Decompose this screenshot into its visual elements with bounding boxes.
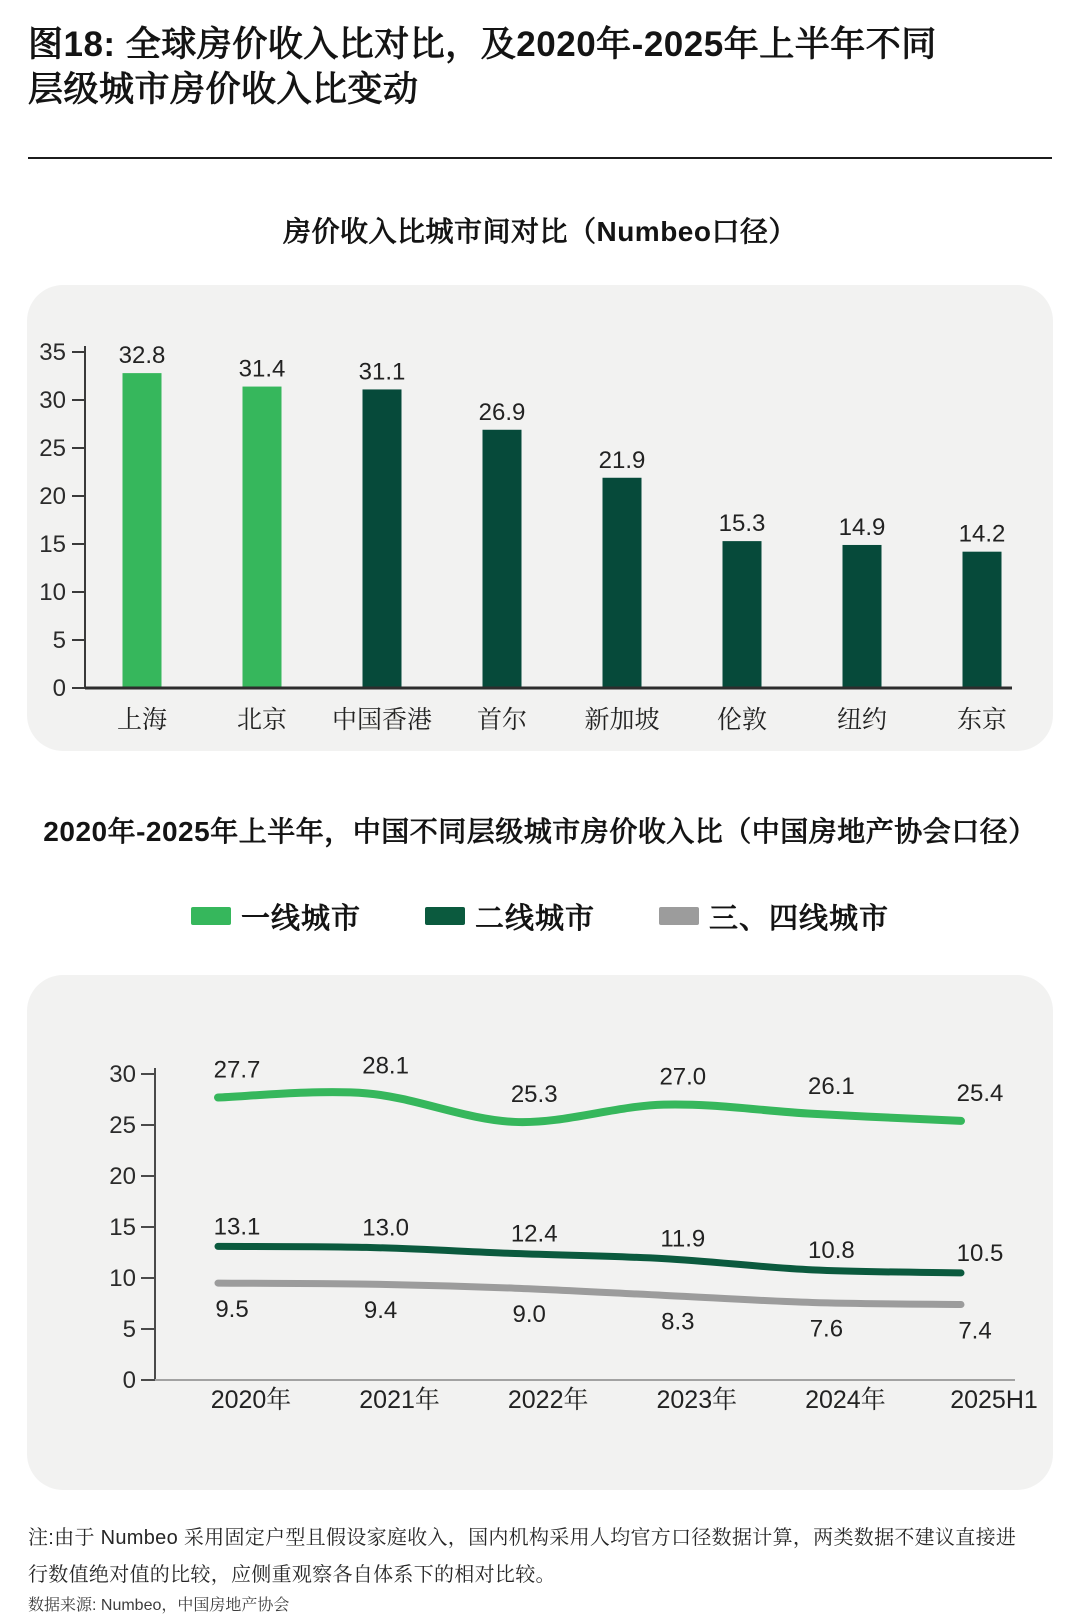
- point-value-label: 11.9: [660, 1225, 706, 1253]
- y-axis-tick-label: 25: [109, 1112, 136, 1139]
- legend-item-二线城市: [425, 896, 595, 937]
- bar-value-label: 15.3: [718, 510, 766, 538]
- bar-chart: [27, 285, 1053, 751]
- y-axis-tick-label: 15: [109, 1214, 136, 1241]
- point-value-label: 13.0: [362, 1214, 409, 1242]
- x-axis-category-label: 上海: [116, 706, 168, 734]
- point-value-label: 26.1: [808, 1072, 855, 1100]
- point-value-label: 27.7: [213, 1056, 261, 1084]
- line-chart: [27, 975, 1053, 1490]
- point-value-label: 9.5: [215, 1296, 249, 1324]
- line-chart-panel: [27, 975, 1053, 1490]
- figure-title: [28, 22, 1038, 112]
- bar-纽约: [843, 545, 882, 688]
- y-axis-tick-label: 5: [122, 1316, 136, 1343]
- x-axis-category-label: 东京: [956, 706, 1008, 734]
- point-value-label: 28.1: [362, 1052, 409, 1080]
- x-axis-category-label: 2025H1: [950, 1386, 1038, 1414]
- point-value-label: 25.3: [510, 1080, 558, 1108]
- series-line-三、四线城市: [218, 1283, 961, 1304]
- x-axis-category-label: 纽约: [836, 706, 888, 734]
- bar-首尔: [483, 430, 522, 688]
- x-axis-category-label: 伦敦: [716, 706, 768, 734]
- bar-伦敦: [723, 541, 762, 688]
- bar-上海: [123, 373, 162, 688]
- bar-value-label: 26.9: [478, 398, 526, 426]
- legend-item-一线城市: [191, 896, 361, 937]
- bar-chart-panel: [27, 285, 1053, 751]
- y-axis-tick-label: 25: [39, 435, 66, 462]
- bar-中国香港: [363, 389, 402, 688]
- point-value-label: 27.0: [659, 1063, 707, 1091]
- point-value-label: 12.4: [510, 1220, 558, 1248]
- bar-value-label: 31.4: [238, 355, 286, 383]
- bar-value-label: 14.2: [958, 520, 1006, 548]
- y-axis-tick-label: 0: [122, 1367, 136, 1394]
- point-value-label: 10.5: [956, 1239, 1004, 1267]
- y-axis-tick-label: 10: [109, 1265, 136, 1292]
- legend-swatch-icon: [659, 907, 699, 925]
- y-axis-tick-label: 0: [52, 675, 66, 702]
- line-chart-legend: [0, 896, 1080, 936]
- x-axis-category-label: 2021年: [359, 1386, 440, 1414]
- point-value-label: 9.0: [512, 1301, 546, 1329]
- point-value-label: 7.6: [809, 1315, 844, 1343]
- x-axis-category-label: 2023年: [656, 1386, 738, 1414]
- point-value-label: 8.3: [661, 1308, 695, 1336]
- bar-value-label: 14.9: [838, 513, 886, 541]
- figure-title-line1: 图18: 全球房价收入比对比，及2020年-2025年上半年不同: [28, 25, 937, 64]
- x-axis-category-label: 2020年: [210, 1386, 292, 1414]
- y-axis-tick-label: 10: [39, 579, 66, 606]
- y-axis-tick-label: 30: [109, 1061, 136, 1088]
- legend-swatch-icon: [425, 907, 465, 925]
- x-axis-category-label: 首尔: [476, 706, 528, 734]
- x-axis-category-label: 2022年: [507, 1386, 589, 1414]
- bar-chart-title: 房价收入比城市间对比（Numbeo口径）: [282, 216, 797, 247]
- point-value-label: 25.4: [956, 1079, 1004, 1107]
- y-axis-tick-label: 35: [39, 339, 66, 366]
- line-chart-title: 2020年-2025年上半年，中国不同层级城市房价收入比（中国房地产协会口径）: [43, 816, 1037, 847]
- bar-北京: [243, 387, 282, 688]
- y-axis-tick-label: 20: [109, 1163, 136, 1190]
- title-divider: [28, 157, 1052, 159]
- bar-东京: [963, 552, 1002, 688]
- legend-item-三、四线城市: [659, 896, 889, 937]
- point-value-label: 13.1: [213, 1213, 261, 1241]
- y-axis-tick-label: 20: [39, 483, 66, 510]
- x-axis-category-label: 中国香港: [331, 706, 433, 734]
- figure-title-line2: 层级城市房价收入比变动: [28, 70, 419, 109]
- legend-swatch-icon: [191, 907, 231, 925]
- point-value-label: 9.4: [363, 1297, 398, 1325]
- bar-value-label: 32.8: [118, 342, 166, 370]
- bar-新加坡: [603, 478, 642, 688]
- footnote-text: 注:由于 Numbeo 采用固定户型且假设家庭收入，国内机构采用人均官方口径数据计算，两类数据不建议直接进行数值绝对值的比较，应侧重观察各自体系下的相对比较。: [28, 1527, 1017, 1586]
- x-axis-category-label: 2024年: [805, 1386, 886, 1414]
- data-source-text: 数据来源: Numbeo，中国房地产协会: [28, 1597, 290, 1614]
- x-axis-category-label: 新加坡: [584, 706, 660, 734]
- point-value-label: 10.8: [808, 1236, 855, 1264]
- legend-label: 三、四线城市: [709, 902, 890, 935]
- x-axis-category-label: 北京: [236, 706, 288, 734]
- y-axis-tick-label: 15: [39, 531, 66, 558]
- y-axis-tick-label: 5: [52, 627, 66, 654]
- y-axis-tick-label: 30: [39, 387, 66, 414]
- legend-label: 一线城市: [240, 902, 361, 935]
- bar-value-label: 31.1: [358, 358, 406, 386]
- legend-label: 二线城市: [474, 902, 595, 935]
- point-value-label: 7.4: [958, 1317, 992, 1345]
- bar-value-label: 21.9: [598, 446, 646, 474]
